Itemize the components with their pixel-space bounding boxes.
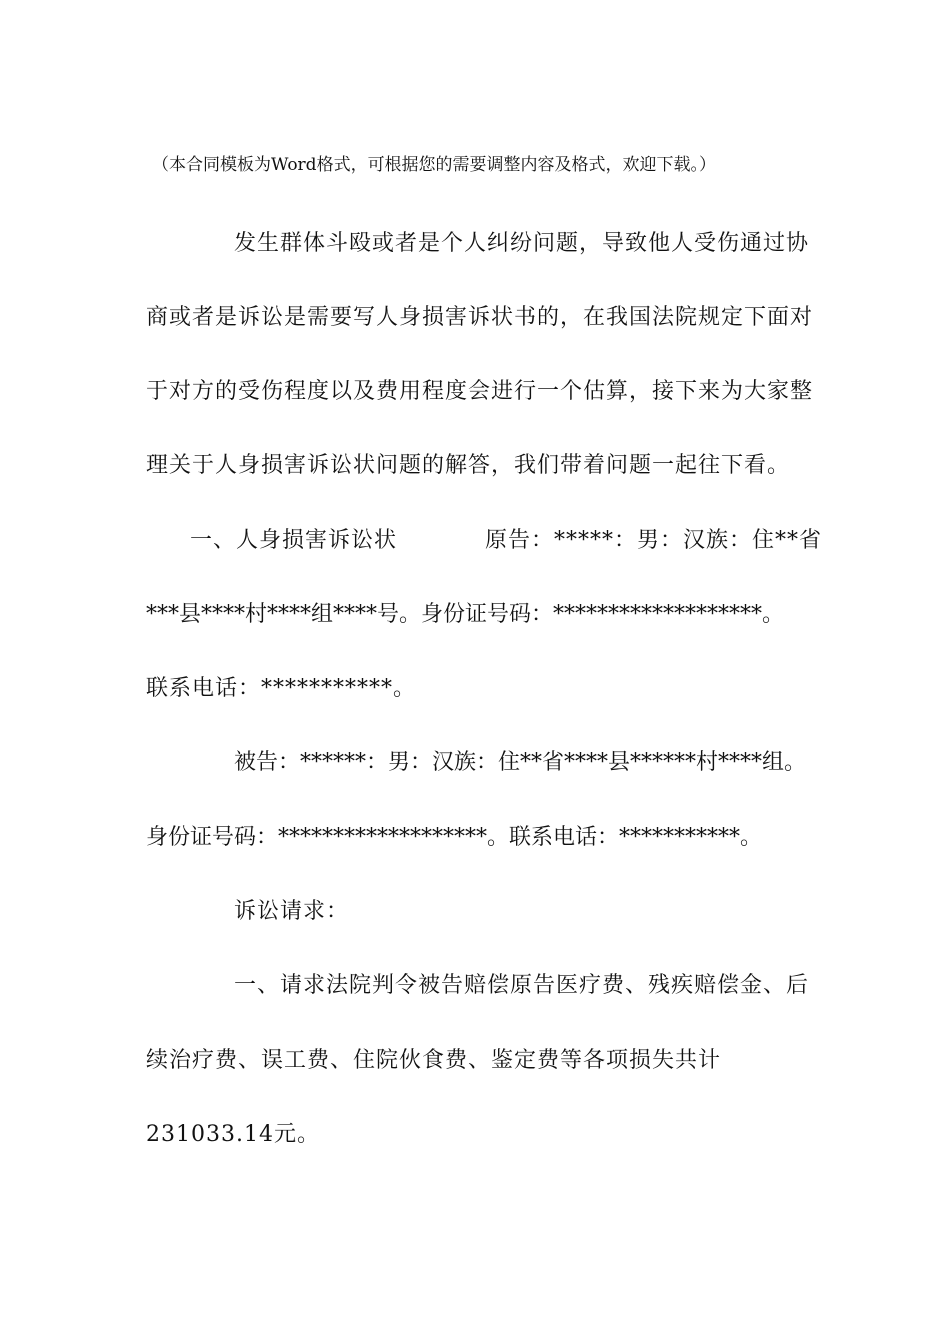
claim-1-line-1: 一、请求法院判令被告赔偿原告医疗费、残疾赔偿金、后 — [234, 973, 810, 998]
section-heading-row — [190, 523, 822, 554]
intro-line-2: 商或者是诉讼是需要写人身损害诉状书的，在我国法院规定下面对 — [146, 305, 814, 330]
section-heading: 一、人身损害诉讼状 — [190, 528, 398, 553]
intro-line-1: 发生群体斗殴或者是个人纠纷问题，导致他人受伤通过协 — [234, 231, 810, 256]
claim-1-line-3: 231033.14元。 — [146, 1122, 320, 1147]
claim-1-line-2: 续治疗费、误工费、住院伙食费、鉴定费等各项损失共计 — [146, 1048, 722, 1073]
defendant-line-2: 身份证号码：*******************。联系电话：***********。 — [146, 825, 763, 850]
intro-line-4: 理关于人身损害诉讼状问题的解答，我们带着问题一起往下看。 — [146, 453, 791, 478]
plaintiff-line-1: 原告：*****：男：汉族：住**省 — [485, 528, 823, 553]
claims-heading: 诉讼请求： — [234, 899, 350, 924]
defendant-line-1: 被告：******：男：汉族：住**省****县******村****组。 — [234, 750, 807, 775]
intro-line-3: 于对方的受伤程度以及费用程度会进行一个估算，接下来为大家整 — [146, 379, 814, 404]
plaintiff-line-2: ***县****村****组****号。身份证号码：*******************。 — [146, 602, 785, 627]
template-note: （本合同模板为Word格式，可根据您的需要调整内容及格式，欢迎下载。） — [152, 155, 717, 175]
plaintiff-line-3: 联系电话：***********。 — [146, 676, 417, 701]
